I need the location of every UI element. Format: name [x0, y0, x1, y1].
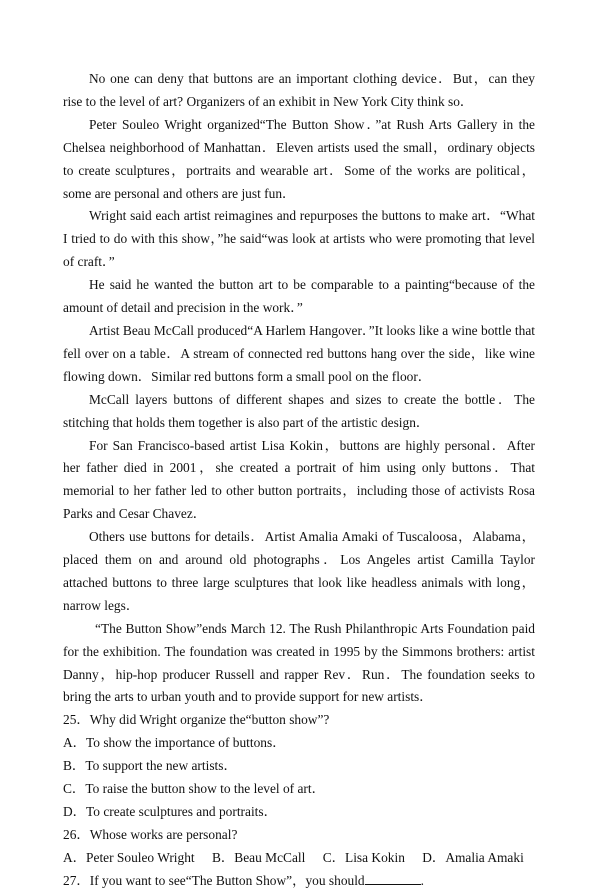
passage-paragraph-4: He said he wanted the button art to be comparable to a painting“because of the amount of detail and precision in the work．”: [63, 277, 535, 316]
answer-blank: [365, 872, 421, 885]
question-27-stem: 27．If you want to see“The Button Show”，you should: [63, 872, 365, 888]
question-25-option-c: C．To raise the button show to the level of art．: [63, 781, 325, 797]
passage-paragraph-8: Others use buttons for details．Artist Amalia Amaki of Tuscaloosa，Alabama，placed them on and around old photographs．Los Angeles artist Camilla Taylor attached buttons to three large sculptures that look like headless animals with long，narrow legs．: [63, 529, 535, 613]
question-26-options: [63, 847, 535, 870]
passage-paragraph-7: For San Francisco-based artist Lisa Kokin，buttons are highly personal．After her father died in 2001，she created a portrait of him using only buttons．That memorial to her father led to other button portraits，including those of activists Rosa Parks and Cesar Chavez．: [63, 437, 535, 522]
question-26-option-b: B．Beau McCall: [211, 849, 306, 865]
question-26-option-a: A．Peter Souleo Wright: [63, 849, 195, 865]
document-page: [63, 68, 535, 893]
question-26-option-d: D．Amalia Amaki: [422, 849, 524, 865]
passage-paragraph-3: Wright said each artist reimagines and repurposes the buttons to make art．“What I tried to do with this show，”he said“was look at artists who were promoting that level of craft．”: [63, 208, 535, 270]
question-25-option-a: A．To show the importance of buttons．: [63, 735, 286, 751]
passage-paragraph-1: No one can deny that buttons are an important clothing device．But，can they rise to the level of art? Organizers of an exhibit in New York City think so．: [63, 71, 535, 109]
question-27: [63, 870, 535, 893]
question-25-option-b: B．To support the new artists．: [63, 758, 237, 774]
question-25-stem: 25．Why did Wright organize the“button show”?: [63, 712, 330, 728]
question-26-option-c: C．Lisa Kokin: [322, 849, 405, 865]
question-26-stem: 26．Whose works are personal?: [63, 826, 238, 842]
question-25-option-d: D．To create sculptures and portraits．: [63, 804, 277, 819]
passage-paragraph-9: “The Button Show”ends March 12. The Rush Philanthropic Arts Foundation paid for the exhibition. The foundation was created in 1995 by the Simmons brothers: artist Danny，hip-hop producer Russell and rapper Rev．Run．The foundation seeks to bring the arts to urban youth and to provide support for new artists．: [63, 620, 535, 705]
question-27-end: .: [420, 872, 424, 888]
passage-paragraph-6: McCall layers buttons of different shapes and sizes to create the bottle．The stitching that holds them together is also part of the artistic design．: [63, 391, 535, 430]
passage-paragraph-2: Peter Souleo Wright organized“The Button Show．”at Rush Arts Gallery in the Chelsea neighborhood of Manhattan．Eleven artists used the small，ordinary objects to create sculptures，portraits and wearable art．Some of the works are political，some are personal and others are just fun．: [63, 116, 535, 201]
passage-paragraph-5: Artist Beau McCall produced“A Harlem Hangover．”It looks like a wine bottle that fell over on a table．A stream of connected red buttons hang over the side，like wine flowing down．Similar red buttons form a small pool on the floor．: [63, 322, 535, 384]
